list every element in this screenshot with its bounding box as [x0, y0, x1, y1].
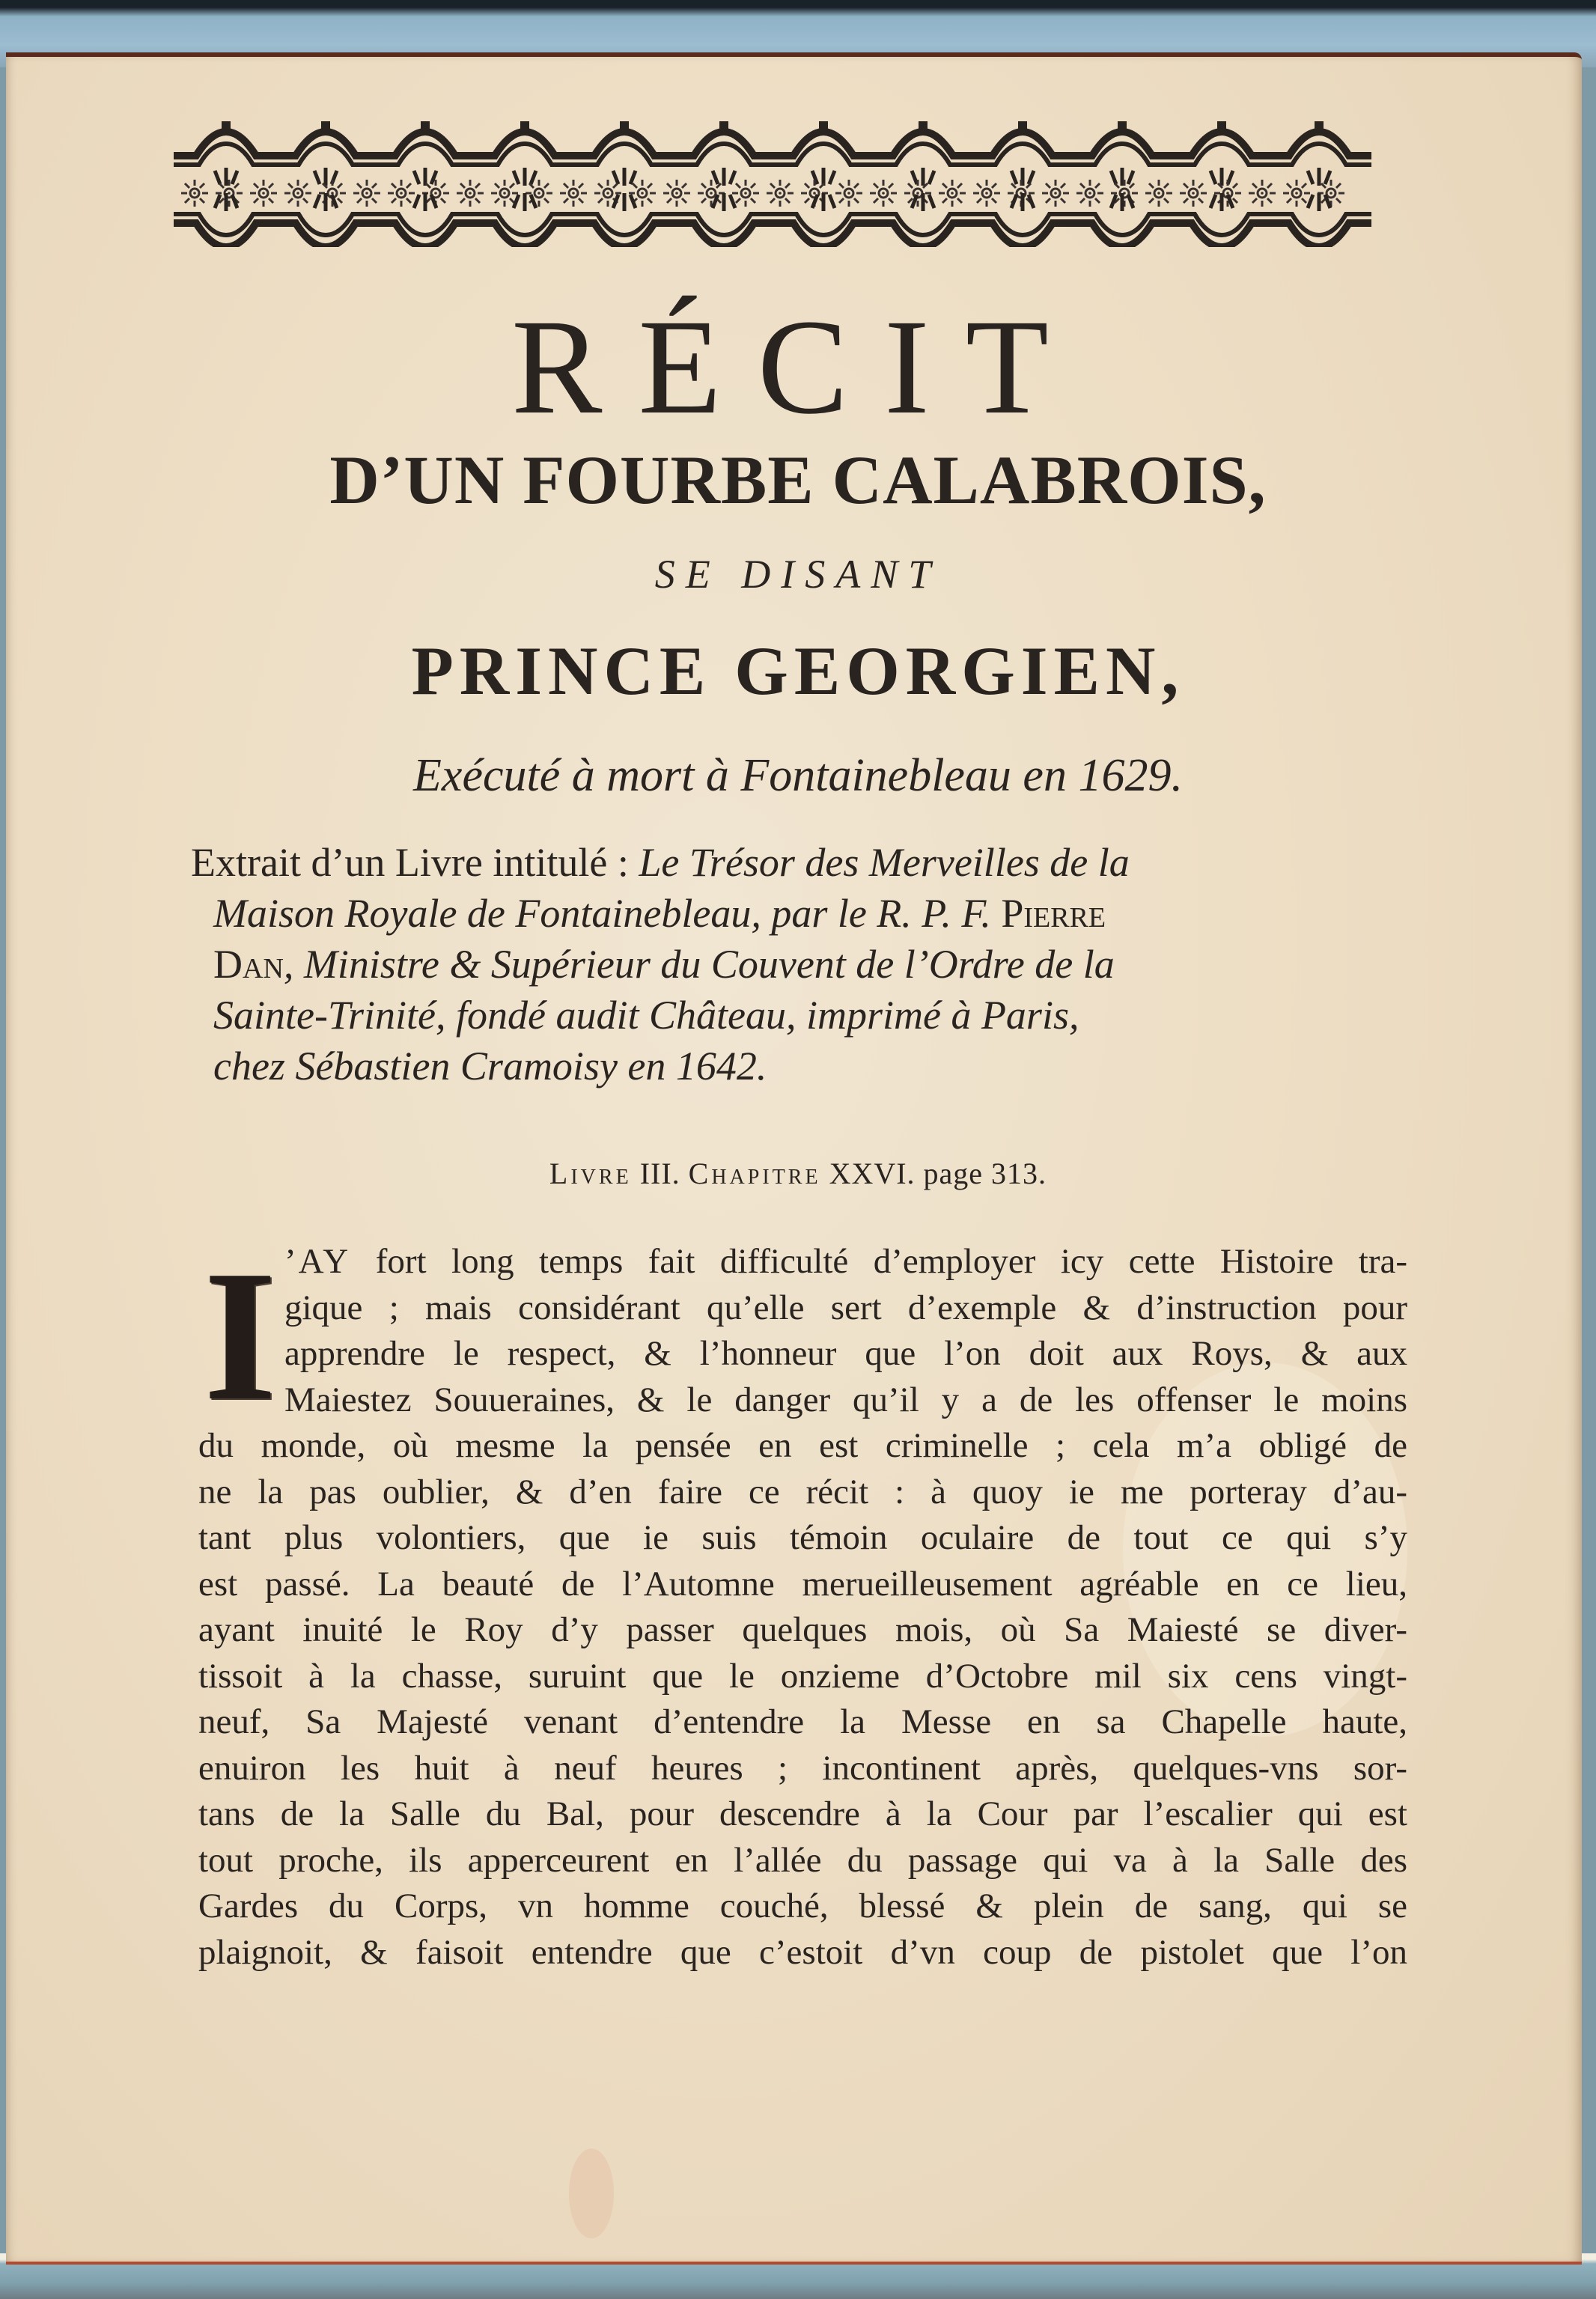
body-line: tout proche, ils apperceurent en l’allée du passage qui va à la Salle des: [198, 1840, 1407, 1880]
body-line: tissoit à la chasse, suruint que le onzieme d’Octobre mil six cens vingt-: [198, 1656, 1407, 1696]
body-line: ne la pas oublier, & d’en faire ce récit : à quoy ie me porteray d’au-: [198, 1472, 1407, 1511]
book-title-text: Le Trésor des Merveilles de la: [639, 840, 1130, 885]
title-line-se-disant: SE DISANT: [654, 552, 942, 597]
body-line: apprendre le respect, & l’honneur que l’on doit aux Roys, & aux: [284, 1334, 1407, 1373]
title-line-prince: PRINCE GEORGIEN,: [411, 633, 1185, 709]
opening-word: ’AY: [284, 1242, 351, 1281]
body-line-text: fort long temps fait difficulté d’employer icy cette Histoire tra-: [350, 1242, 1407, 1281]
body-line: tant plus volontiers, que ie suis témoin oculaire de tout ce qui s’y: [198, 1518, 1407, 1557]
body-paragraph: [198, 1232, 1407, 1976]
chapitre-number: XXVI.: [829, 1157, 916, 1190]
page-title: RÉCIT: [511, 292, 1085, 442]
citation-text: , Ministre & Supérieur du Couvent de l’Ordre de la: [283, 942, 1115, 987]
author-name: Pierre: [1001, 891, 1106, 936]
body-line: neuf, Sa Majesté venant d’entendre la Messe en sa Chapelle haute,: [198, 1702, 1407, 1741]
body-line: [198, 1239, 1407, 1285]
drop-cap-initial: I: [204, 1232, 277, 1440]
livre-number: III.: [639, 1157, 680, 1190]
page-reference: page 313.: [923, 1157, 1047, 1190]
citation-line: [191, 837, 1389, 888]
citation-line: [191, 939, 1389, 990]
body-line: gique ; mais considérant qu’elle sert d’exemple & d’instruction pour: [284, 1288, 1407, 1327]
body-line: Maiestez Souueraines, & le danger qu’il y a de les offenser le moins: [284, 1380, 1407, 1419]
citation-line: [191, 888, 1389, 939]
body-line: du monde, où mesme la pensée en est criminelle ; cela m’a obligé de: [198, 1426, 1407, 1465]
author-name: Dan: [213, 942, 284, 987]
chapitre-label: Chapitre: [688, 1157, 821, 1190]
body-line: ayant inuité le Roy d’y passer quelques mois, où Sa Maiesté se diver-: [198, 1610, 1407, 1649]
citation-line: Sainte-Trinité, fondé audit Château, imprimé à Paris,: [213, 993, 1079, 1038]
body-line: enuiron les huit à neuf heures ; incontinent après, quelques-vns sor-: [198, 1748, 1407, 1788]
body-line: tans de la Salle du Bal, pour descendre à la Cour par l’escalier qui est: [198, 1794, 1407, 1833]
body-line: plaignoit, & faisoit entendre que c’estoit d’vn coup de pistolet que l’on: [198, 1932, 1407, 1972]
head-ornament: [174, 112, 1371, 247]
citation-line: chez Sébastien Cramoisy en 1642.: [213, 1044, 767, 1088]
ornament-band-icon: [174, 112, 1371, 247]
source-citation: [191, 837, 1389, 1091]
chapter-reference: [0, 1159, 1596, 1189]
citation-text: Extrait d’un Livre intitulé :: [191, 840, 639, 885]
body-line: est passé. La beauté de l’Automne merueilleusement agréable en ce lieu,: [198, 1564, 1407, 1604]
title-line-fourbe: D’UN FOURBE CALABROIS,: [329, 442, 1267, 518]
book-title-text: Maison Royale de Fontainebleau, par le R. P. F.: [213, 891, 1002, 936]
livre-label: Livre: [549, 1157, 632, 1190]
body-line: Gardes du Corps, vn homme couché, blessé & plein de sang, qui se: [198, 1887, 1407, 1925]
title-line-execution-date: Exécuté à mort à Fontainebleau en 1629.: [413, 750, 1183, 801]
